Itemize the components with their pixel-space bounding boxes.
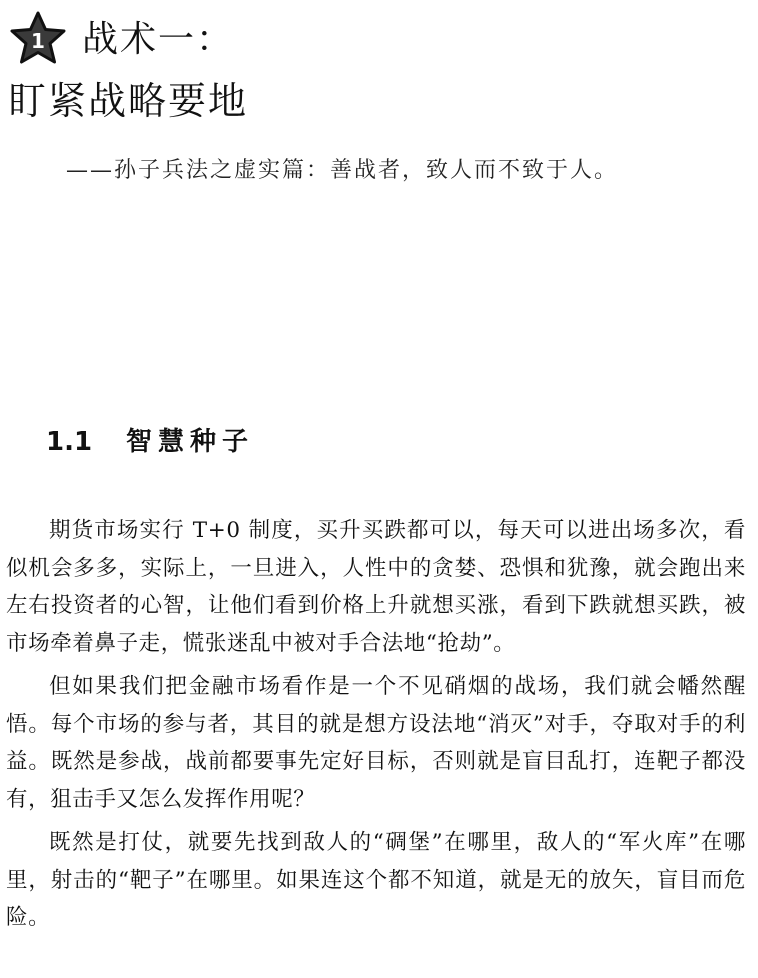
chapter-title: 盯紧战略要地 bbox=[8, 79, 249, 123]
section-number: 1.1 bbox=[46, 427, 93, 457]
epigraph-quote: ——孙子兵法之虚实篇：善战者，致人而不致于人。 bbox=[66, 158, 619, 183]
body-text bbox=[6, 512, 746, 943]
chapter-label: 战术一： bbox=[82, 19, 235, 60]
paragraph: 既然是打仗，就要先找到敌人的“碉堡”在哪里，敌人的“军火库”在哪里，射击的“靶子”在哪里。如果连这个都不知道，就是无的放矢，盲目而危险。 bbox=[6, 830, 746, 930]
paragraph: 但如果我们把金融市场看作是一个不见硝烟的战场，我们就会幡然醒悟。每个市场的参与者，其目的就是想方设法地“消灭”对手，夺取对手的利益。既然是参战，战前都要事先定好目标，否则就是盲目乱打，连靶子都没有，狙击手又怎么发挥作用呢？ bbox=[6, 674, 746, 812]
paragraph: 期货市场实行 T+0 制度，买升买跌都可以，每天可以进出场多次，看似机会多多，实际上，一旦进入，人性中的贪婪、恐惧和犹豫，就会跑出来左右投资者的心智，让他们看到价格上升就想买涨，看到下跌就想买跌，被市场牵着鼻子走，慌张迷乱中被对手合法地“抢劫”。 bbox=[6, 518, 746, 656]
chapter-star-icon bbox=[8, 10, 68, 66]
star-badge-graphic bbox=[8, 10, 68, 66]
badge-number: 1 bbox=[31, 29, 45, 53]
section-heading bbox=[46, 425, 254, 459]
section-title: 智慧种子 bbox=[126, 427, 255, 457]
